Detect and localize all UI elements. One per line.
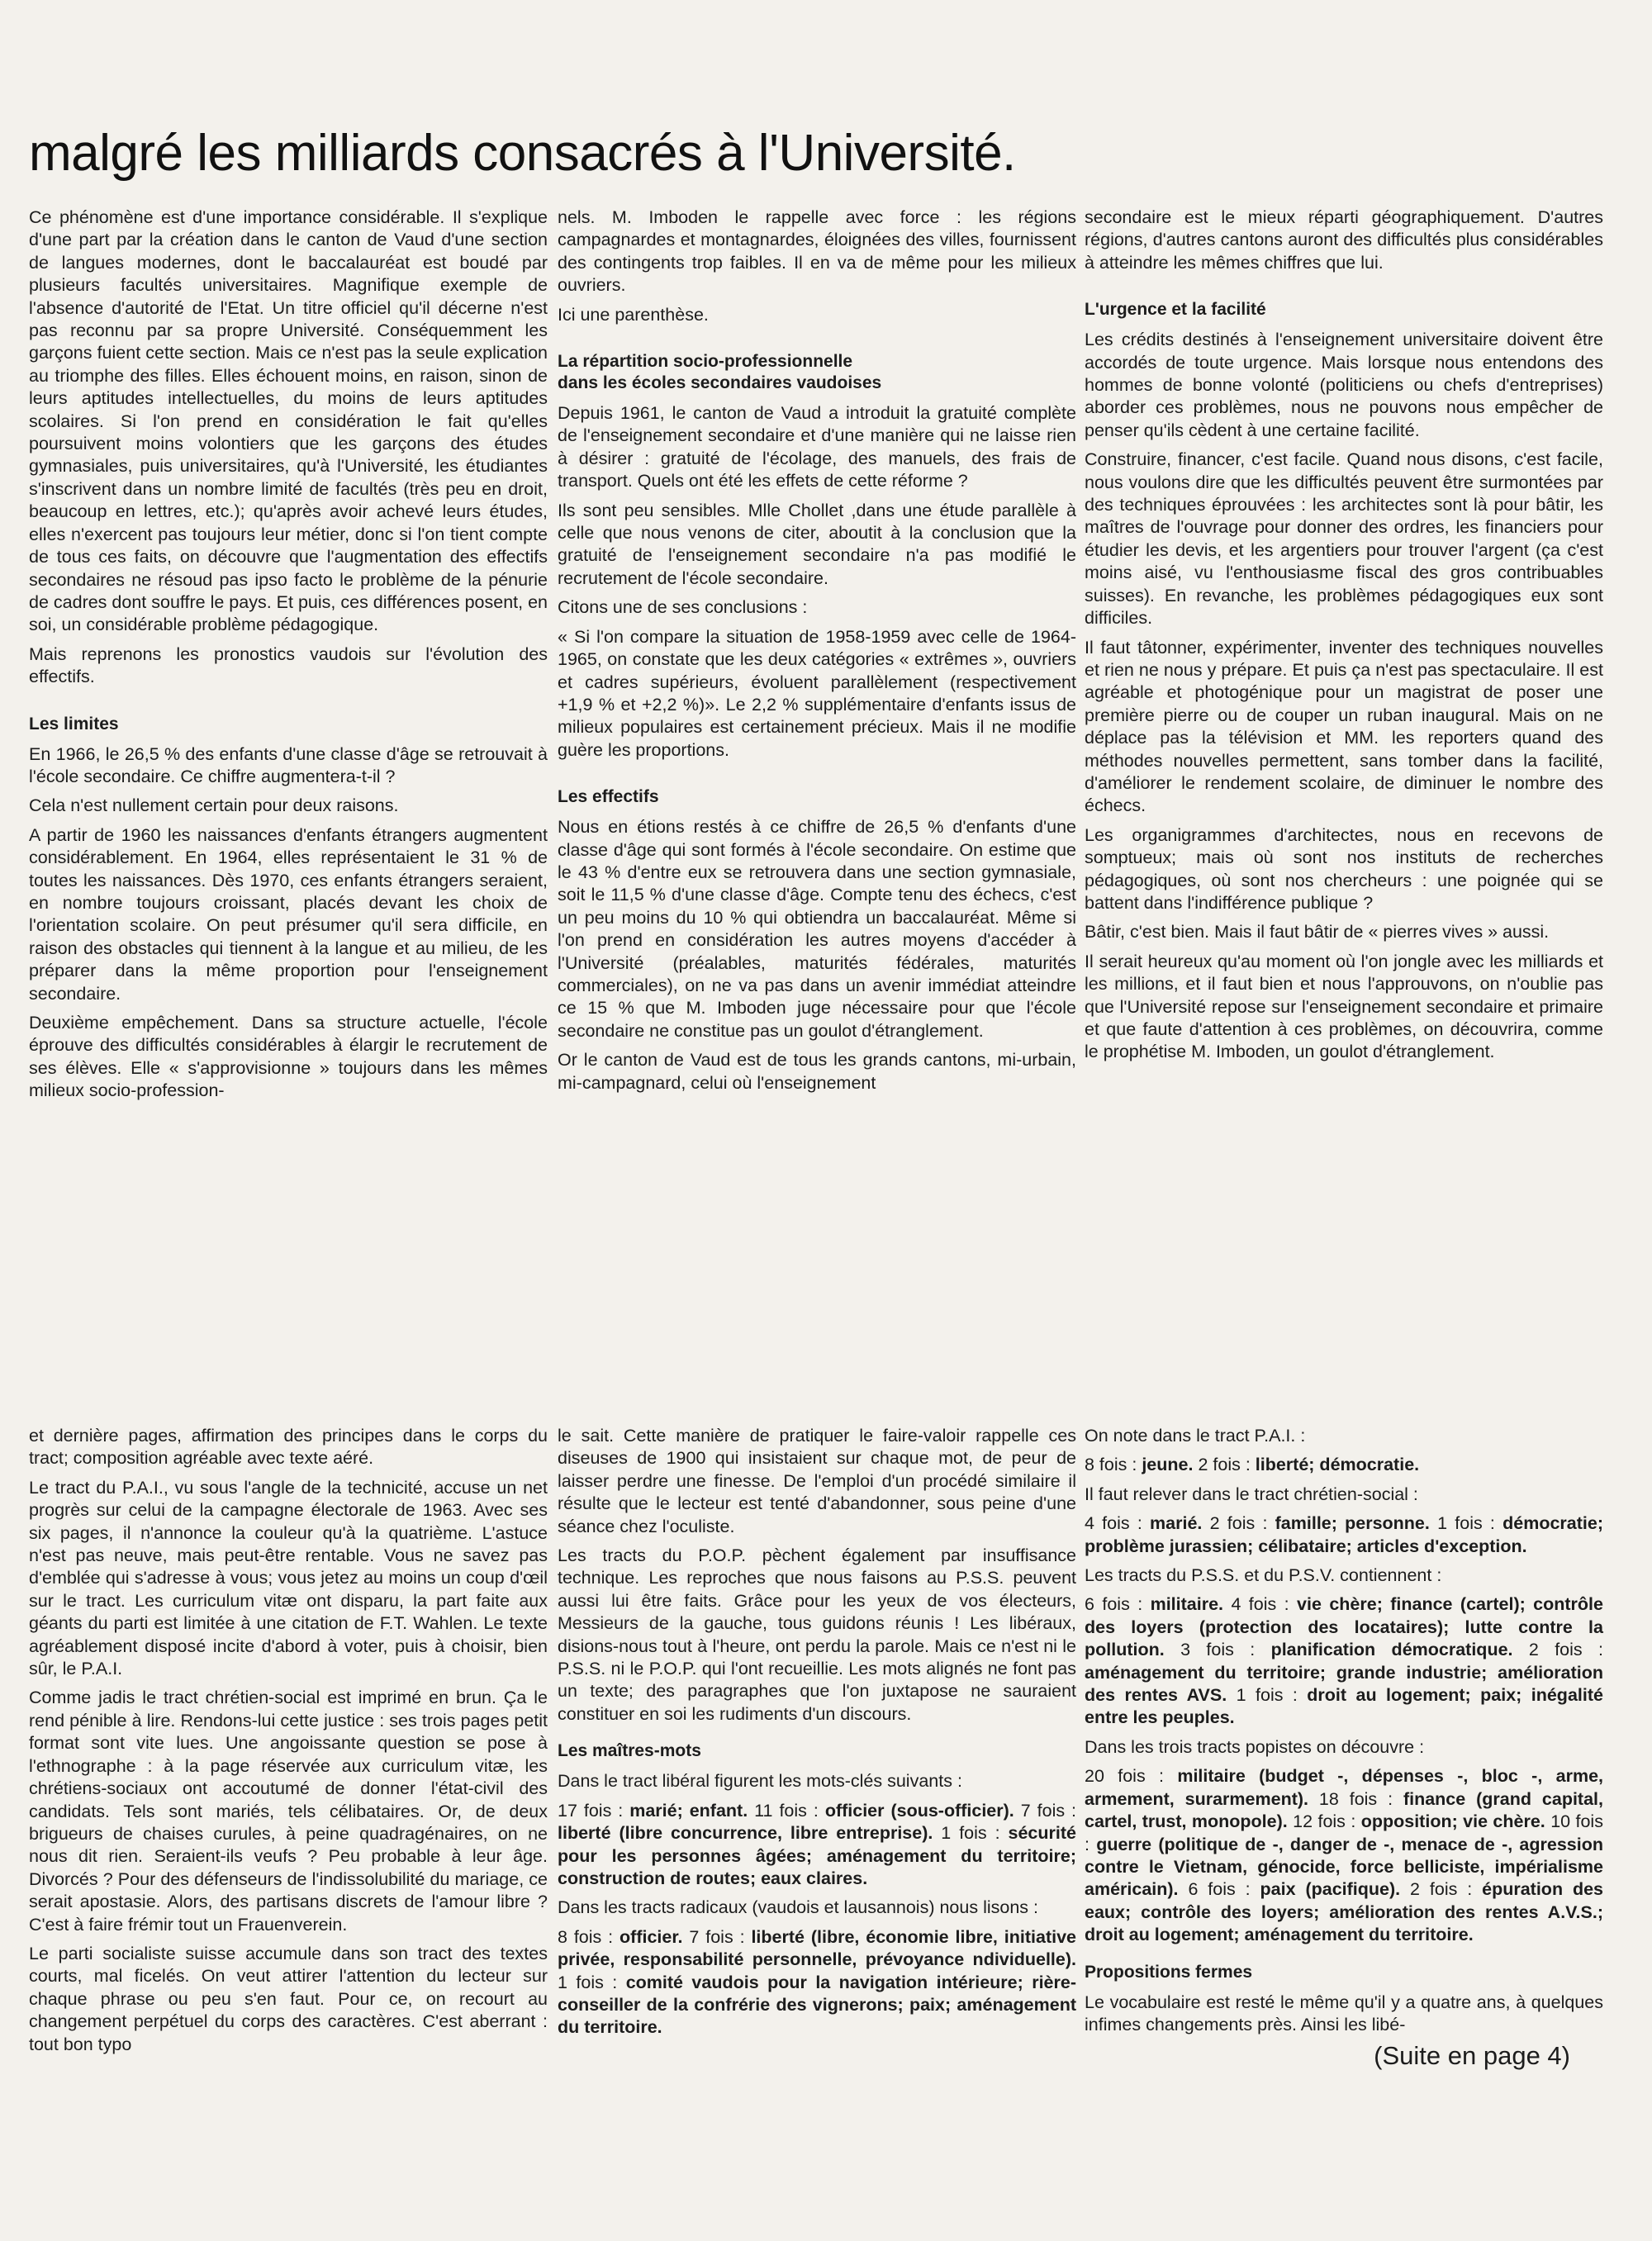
section-heading-repartition: [558, 351, 1076, 394]
paragraph: Citons une de ses conclusions :: [558, 597, 808, 618]
section-heading-propositions: Propositions fermes: [1085, 1962, 1253, 1982]
bottom-column-2: [558, 1425, 1076, 2046]
section-heading-maitres-mots: Les maîtres-mots: [558, 1741, 701, 1761]
paragraph: Comme jadis le tract chrétien-social est imprimé en brun. Ça le rend pénible à lire. Rendons-lui cette justice : ses trois pages petit format sont vite lues. Une angoissante question se pose à l'ethnographe : à la page réservée aux curriculum vitæ, les chrétiens-sociaux ont accoutumé de donner l'état-civil des candidats. Tels sont mariés, tels célibataires. Or, de deux brigueurs de chaises curules, à peine quadragénaires, on ne nous dit rien. Seraient-ils veufs ? Peu probable à leur âge. Divorcés ? Pour des défenseurs de l'indissolubilité du mariage, ce serait apostasie. Alors, des partisans discrets de l'amour libre ? C'est à faire frémir tout un Frauenverein.: [29, 1688, 548, 1935]
paragraph: secondaire est le mieux réparti géographiquement. D'autres régions, d'autres cantons auront des difficultés plus considérables à atteindre les mêmes chiffres que lui.: [1085, 207, 1603, 273]
heading-line: dans les écoles secondaires vaudoises: [558, 373, 882, 393]
continued-on-page-4: (Suite en page 4): [1374, 2041, 1570, 2071]
keyword-list: 8 fois : officier. 7 fois : liberté (libre, économie libre, initiative privée, responsabilité personnelle, prévoyance ndividuelle). 1 fois : comité vaudois pour la navigation intérieure; rière-conseiller de la confrérie des vignerons; paix; aménagement du territoire.: [558, 1926, 1076, 2038]
paragraph: A partir de 1960 les naissances d'enfants étrangers augmentent considérablement. En 1964, elles représentaient le 31 % de toutes les naissances. Dès 1970, ces enfants étrangers seraient, en nombre toujours croissant, placés devant les choix de l'orientation scolaire. On peut présumer qu'il sera difficile, en raison des obstacles qui tiennent à la langue et au milieu, de les préparer dans la même proportion pour l'enseignement secondaire.: [29, 824, 548, 1004]
keyword-list: 8 fois : jeune. 2 fois : liberté; démocratie.: [1085, 1455, 1420, 1475]
bottom-column-1: [29, 1425, 548, 2063]
section-heading-effectifs: Les effectifs: [558, 787, 659, 807]
paragraph: Le vocabulaire est resté le même qu'il y a quatre ans, à quelques infimes changements près. Ainsi les libé-: [1085, 1992, 1603, 2034]
keyword-list: 6 fois : militaire. 4 fois : vie chère; finance (cartel); contrôle des loyers (protection des locataires); lutte contre la pollution. 3 fois : planification démocratique. 2 fois : aménagement du territoire; grande industrie; amélioration des rentes AVS. 1 fois : droit au logement; paix; inégalité entre les peuples.: [1085, 1594, 1603, 1728]
paragraph: le sait. Cette manière de pratiquer le faire-valoir rappelle ces diseuses de 1900 qui insistaient sur chaque mot, de peur de laisser perdre une finesse. De l'emploi d'un procédé similaire il résulte que le lecteur est tenté d'abandonner, sous peine d'une séance chez l'oculiste.: [558, 1426, 1076, 1536]
paragraph: Ici une parenthèse.: [558, 304, 709, 325]
paragraph: Ils sont peu sensibles. Mlle Chollet ,dans une étude parallèle à celle que nous venons de citer, aboutit à la conclusion que la gratuité de l'enseignement secondaire n'a pas modifié le recrutement de l'école secondaire.: [558, 500, 1076, 588]
paragraph: Il faut relever dans le tract chrétien-social :: [1085, 1484, 1418, 1504]
paragraph: Le parti socialiste suisse accumule dans son tract des textes courts, mal ficelés. On veut attirer l'attention du lecteur sur chaque phrase ou peu s'en faut. Pour ce, on recourt au changement perpétuel du corps des caractères. C'est aberrant : tout bon typo: [29, 1943, 548, 2054]
paragraph: Le tract du P.A.I., vu sous l'angle de la technicité, accuse un net progrès sur celui de la campagne électorale de 1963. Avec ses six pages, il n'annonce la couleur qu'à la quatrième. L'astuce n'est pas neuve, mais peut-être rentable. Vous ne savez pas d'emblée qui s'adresse à vous; vous jetez au moins un coup d'œil sur le tract. Les curriculum vitæ ont disparu, la part faite aux géants du parti est limitée à une citation de F.T. Wahlen. Le texte agréablement disposé incite d'abord à voter, puis à choisir, bien sûr, le P.A.I.: [29, 1477, 548, 1679]
keyword-list: 4 fois : marié. 2 fois : famille; personne. 1 fois : démocratie; problème jurassien; célibataire; articles d'exception.: [1085, 1513, 1603, 1556]
paragraph: Cela n'est nullement certain pour deux raisons.: [29, 795, 399, 816]
section-heading-urgence: L'urgence et la facilité: [1085, 300, 1266, 320]
heading-line: La répartition socio-professionnelle: [558, 352, 853, 372]
paragraph: Bâtir, c'est bien. Mais il faut bâtir de « pierres vives » aussi.: [1085, 922, 1550, 942]
paragraph: Il faut tâtonner, expérimenter, inventer des techniques nouvelles et rien ne nous y prépare. Et puis ça n'est pas spectaculaire. Il est agréable et photogénique pour un magistrat de poser une première pierre ou de couper un ruban inaugural. Mais on ne déplace pas la télévision et MM. les reporters quand des méthodes nouvelles permettent, sans tomber dans la facilité, d'améliorer le rendement scolaire, de diminuer le nombre des échecs.: [1085, 637, 1603, 816]
paragraph: « Si l'on compare la situation de 1958-1959 avec celle de 1964-1965, on constate que les deux catégories « extrêmes », ouvriers et cadres supérieurs, évoluent parallèlement (respectivement +1,9 % et +2,2 %)». Le 2,2 % supplémentaire d'enfants issus de milieux populaires est certainement précieux. Mais il ne modifie guère les proportions.: [558, 626, 1076, 760]
paragraph: Les tracts du P.S.S. et du P.S.V. contiennent :: [1085, 1565, 1442, 1586]
paragraph: Construire, financer, c'est facile. Quand nous disons, c'est facile, nous voulons dire que les difficultés peuvent être surmontées par des techniques éprouvées : les architectes sont là pour bâtir, les maîtres de l'ouvrage pour donner des ordres, les financiers pour étudier les devis, et les argentiers pour trouver l'argent (ça c'est moins aisé, vu l'enthousiasme fiscal des gros contribuables suisses). En revanche, les problèmes pédagogiques eux sont difficiles.: [1085, 449, 1603, 629]
paragraph: En 1966, le 26,5 % des enfants d'une classe d'âge se retrouvait à l'école secondaire. Ce chiffre augmentera-t-il ?: [29, 743, 548, 786]
section-heading-limites: Les limites: [29, 714, 119, 734]
paragraph: nels. M. Imboden le rappelle avec force : les régions campagnardes et montagnardes, éloignées des villes, fournissent des contingents trop faibles. Il en va de même pour les milieux ouvriers.: [558, 207, 1076, 296]
paragraph: Dans les trois tracts popistes on découvre :: [1085, 1736, 1425, 1757]
paragraph: Deuxième empêchement. Dans sa structure actuelle, l'école éprouve des difficultés considérables à élargir le recrutement de ses élèves. Elle « s'approvisionne » toujours dans les mêmes milieux socio-profession-: [29, 1013, 548, 1101]
paragraph: et dernière pages, affirmation des principes dans le corps du tract; composition agréable avec texte aéré.: [29, 1426, 548, 1469]
paragraph: Les tracts du P.O.P. pèchent également par insuffisance technique. Les reproches que nous faisons au P.S.S. peuvent aussi lui être faits. Grâce pour les yeux de vos électeurs, Messieurs de la gauche, tous guidons réunis ! Les libéraux, disions-nous tout à l'heure, ont perdu la parole. Mais ce n'est ni le P.S.S. ni le P.O.P. qui l'ont recueillie. Les mots alignés ne font pas un texte; des paragraphes que l'on juxtapose ne sauraient constituer en soi les rudiments d'un discours.: [558, 1545, 1076, 1724]
paragraph: Or le canton de Vaud est de tous les grands cantons, mi-urbain, mi-campagnard, celui où l'enseignement: [558, 1050, 1076, 1093]
top-column-2: [558, 207, 1076, 1101]
paragraph: Dans le tract libéral figurent les mots-clés suivants :: [558, 1771, 962, 1792]
keyword-list: 17 fois : marié; enfant. 11 fois : officier (sous-officier). 7 fois : liberté (libre concurrence, libre entreprise). 1 fois : sécurité pour les personnes âgées; aménagement du territoire; construction de routes; eaux claires.: [558, 1800, 1077, 1888]
paragraph: Mais reprenons les pronostics vaudois sur l'évolution des effectifs.: [29, 643, 548, 687]
paragraph: Les crédits destinés à l'enseignement universitaire doivent être accordés de toute urgence. Mais lorsque nous entendons des hommes de bonne volonté (politiciens ou chefs d'entreprises) aborder ces problèmes, nous ne pouvons nous empêcher de penser qu'ils cèdent à une certaine facilité.: [1085, 330, 1603, 440]
top-column-3: [1085, 207, 1603, 1071]
headline: malgré les milliards consacrés à l'Université.: [29, 125, 1016, 182]
paragraph: Nous en étions restés à ce chiffre de 26,5 % d'enfants d'une classe d'âge qui sont formés à l'école secondaire. On estime que le 43 % d'entre eux se retrouvera dans une section gymnasiale, soit le 11,5 % d'une classe d'âge. Compte tenu des échecs, c'est un peu moins du 10 % qui obtiendra un baccalauréat. Même si l'on prend en considération les autres moyens d'accéder à l'Université (préalables, maturités fédérales, maturités commerciales), on ne va pas dans un avenir immédiat atteindre ce 15 % que M. Imboden juge nécessaire pour que l'école secondaire ne constitue pas un goulot d'étranglement.: [558, 817, 1076, 1041]
top-column-1: [29, 207, 548, 1109]
paragraph: Les organigrammes d'architectes, nous en recevons de somptueux; mais où sont nos instituts de recherches pédagogiques, où sont nos chercheurs : une poignée qui se battent dans l'indifférence publique ?: [1085, 824, 1603, 913]
bottom-column-3: [1085, 1425, 1604, 2071]
paragraph: Depuis 1961, le canton de Vaud a introduit la gratuité complète de l'enseignement secondaire et d'une manière qui ne laisse rien à désirer : gratuité de l'écolage, des manuels, des frais de transport. Quels ont été les effets de cette réforme ?: [558, 403, 1076, 491]
paragraph: Ce phénomène est d'une importance considérable. Il s'explique d'une part par la création dans le canton de Vaud d'une section de langues modernes, dont le baccalauréat est boudé par plusieurs facultés universitaires. Magnifique exemple de l'absence d'autorité de l'Etat. Un titre officiel qu'il décerne n'est pas reconnu par sa propre Université. Conséquemment les garçons fuient cette section. Mais ce n'est pas la seule explication au triomphe des filles. Elles échouent moins, en raison, sinon de leurs aptitudes intellectuelles, du moins de leurs aptitudes scolaires. Si l'on prend en considération le fait qu'elles poursuivent moins volontiers que les garçons des études gymnasiales, puis universitaires, qu'à l'Université, les étudiantes s'inscrivent dans un nombre limité de facultés (très peu en droit, beaucoup en lettres, etc.); qu'après avoir achevé leurs études, elles n'exercent pas toujours leur métier, donc si l'on tient compte de tous ces faits, on découvre que l'augmentation des effectifs secondaires ne résoud pas ipso facto le problème de la pénurie de cadres dont souffre le pays. Et puis, ces différences posent, en soi, un considérable problème pédagogique.: [29, 207, 548, 635]
paragraph: Dans les tracts radicaux (vaudois et lausannois) nous lisons :: [558, 1897, 1038, 1918]
paragraph: On note dans le tract P.A.I. :: [1085, 1426, 1306, 1446]
paragraph: Il serait heureux qu'au moment où l'on jongle avec les milliards et les millions, et il faut bien et nous l'approuvons, on n'oublie pas que l'Université repose sur l'enseignement secondaire et primaire et que faute d'attention à ces problèmes, on découvrira, comme le prophétise M. Imboden, un goulot d'étranglement.: [1085, 951, 1603, 1062]
keyword-list: 20 fois : militaire (budget -, dépenses -, bloc -, arme, armement, surarmement). 18 fois : finance (grand capital, cartel, trust, monopole). 12 fois : opposition; vie chère. 10 fois : guerre (politique de -, danger de -, menace de -, agression contre le Vietnam, génocide, force belliciste, impérialisme américain). 6 fois : paix (pacifique). 2 fois : épuration des eaux; contrôle des loyers; amélioration des rentes A.V.S.; droit au logement; aménagement du territoire.: [1085, 1766, 1604, 1945]
